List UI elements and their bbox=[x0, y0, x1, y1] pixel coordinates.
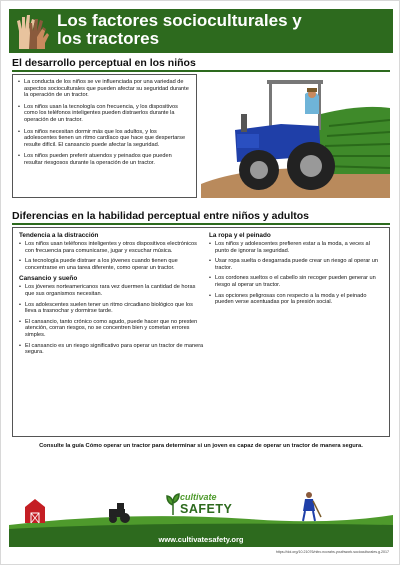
sleep-list bbox=[19, 284, 204, 355]
list-item: • Los niños y adolescentes prefieren estar a la moda, a veces al punto de ignorar la seguridad. bbox=[209, 241, 385, 254]
tractor-illustration bbox=[201, 74, 390, 198]
list-item: • Usar ropa suelta o desgarrada puede crear un riesgo al operar un tractor. bbox=[209, 258, 385, 271]
list-item: • La tecnología puede distraer a los jóvenes cuando tienen que concentrarse en una tarea diferente, como operar un tractor. bbox=[19, 258, 204, 271]
section2-rule bbox=[12, 223, 390, 225]
title-line-2: los tractores bbox=[57, 29, 160, 48]
list-item: • Las opciones peligrosas con respecto a la moda y el peinado pueden verse acentuadas por la presión social. bbox=[209, 293, 385, 306]
section2-right-column bbox=[209, 232, 385, 310]
list-item: • Los niños usan teléfonos inteligentes y otros dispositivos electrónicos con frecuencia para comunicarse, jugar y escuchar música. bbox=[19, 241, 204, 254]
list-item: • Los niños usan la tecnología con frecuencia, y los dispositivos como los teléfonos inteligentes pueden distraerlos durante la operación de un tractor. bbox=[18, 104, 191, 124]
section1-box bbox=[12, 74, 197, 198]
section1-title: El desarrollo perceptual en los niños bbox=[12, 57, 196, 69]
list-item: • Los adolescentes suelen tener un ritmo circadiano biológico que los lleva a trasnochar y dormirse tarde. bbox=[19, 302, 204, 315]
list-item: • Los niños pueden preferir atuendos y peinados que pueden resultar riesgosos durante la operación de un tractor. bbox=[18, 153, 191, 166]
logo-top-text: cultivate bbox=[180, 492, 217, 502]
list-item: • El cansancio, tanto crónico como agudo, puede hacer que no presten atención, corran riesgos, no se concentren bien y cometan errores simples. bbox=[19, 319, 204, 339]
list-item: • La conducta de los niños se ve influenciada por una variedad de aspectos socioculturales que pueden afectar su seguridad durante la operación de un tractor. bbox=[18, 79, 191, 99]
website-link[interactable]: www.cultivatesafety.org bbox=[158, 535, 244, 544]
section2-box bbox=[12, 227, 390, 437]
section2-left-column bbox=[19, 232, 204, 360]
list-item: • Los cordones sueltos o el cabello sin recoger pueden generar un riesgo al operar un tractor. bbox=[209, 275, 385, 288]
list-item: • El cansancio es un riesgo significativo para operar un tractor de manera segura. bbox=[19, 343, 204, 356]
hands-icon bbox=[13, 11, 51, 51]
doi-link[interactable]: https://doi.org/10.21076/nitrc.nccrahs.youthwork.socioculturales.g.2017 bbox=[275, 550, 389, 554]
section1-list bbox=[18, 79, 191, 167]
group-heading-distraction: Tendencia a la distracción bbox=[19, 232, 99, 239]
list-item: • Los niños necesitan dormir más que los adultos, y los adolescentes tienen un ritmo cardíaco que hace que despertarse resulte difícil. El cansancio puede afectar la seguridad. bbox=[18, 129, 191, 149]
url-bar bbox=[9, 533, 393, 547]
distraction-list bbox=[19, 241, 204, 271]
guide-note: Consulte la guía Cómo operar un tractor para determinar si un joven es capaz de operar un tractor de manera segura. bbox=[39, 443, 363, 449]
title-line-1: Los factores socioculturales y bbox=[57, 11, 302, 30]
list-item: • Los jóvenes norteamericanos rara vez duermen la cantidad de horas que sus organismos necesitan. bbox=[19, 284, 204, 297]
cultivate-safety-logo bbox=[164, 491, 244, 521]
leaf-icon bbox=[166, 493, 180, 515]
group-heading-sleep: Cansancio y sueño bbox=[19, 275, 78, 283]
section2-title: Diferencias en la habilidad perceptual entre niños y adultos bbox=[12, 210, 309, 222]
logo-bottom-text: SAFETY bbox=[180, 502, 233, 516]
clothing-list bbox=[209, 241, 385, 306]
page-title bbox=[57, 12, 387, 48]
group-heading-clothing: La ropa y el peinado bbox=[209, 232, 271, 239]
header-banner bbox=[9, 9, 393, 53]
section1-rule bbox=[12, 70, 390, 72]
